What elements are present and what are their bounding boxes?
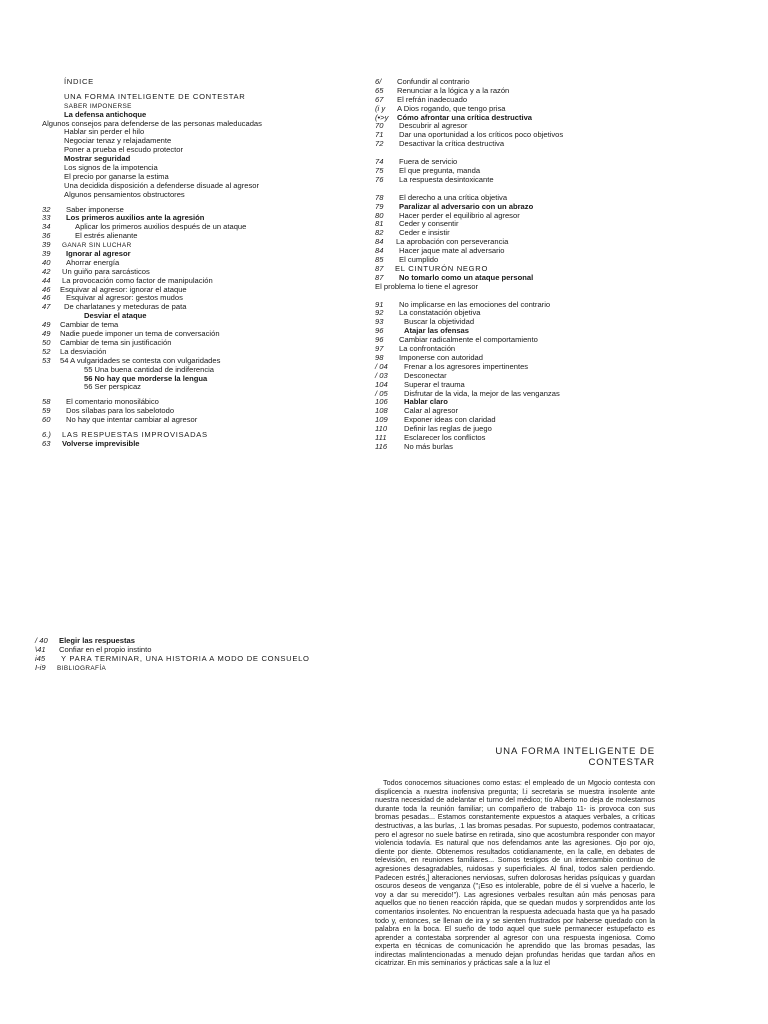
toc-entry-title: Y PARA TERMINAR, UNA HISTORIA A MODO DE CONSUELO	[61, 653, 310, 663]
toc-entry-title: Negociar tenaz y relajadamente	[64, 136, 172, 146]
toc-right-column	[375, 78, 755, 452]
toc-page-number: 98	[375, 352, 384, 362]
toc-page-number: 42	[42, 266, 51, 276]
toc-entry-title: Hablar claro	[404, 397, 448, 407]
toc-entry-title: Aplicar los primeros auxilios después de un ataque	[75, 222, 247, 232]
toc-page-number: I-i9	[35, 662, 46, 672]
toc-entry-title: Los primeros auxilios ante la agresión	[66, 213, 205, 223]
toc-entry-title: Ignorar al agresor	[66, 249, 131, 259]
toc-entry-title: El precio por ganarse la estima	[64, 171, 169, 181]
toc-page-number: 39	[42, 240, 51, 250]
toc-entry-title: El comentario monosilábico	[66, 397, 159, 407]
toc-entry-title: UNA FORMA INTELIGENTE DE CONTESTAR	[64, 91, 246, 101]
toc-page-number: 110	[375, 424, 388, 434]
toc-page-number: 84	[375, 246, 384, 256]
toc-entry-title: El que pregunta, manda	[399, 166, 481, 176]
chapter-title-line2: CONTESTAR	[588, 757, 655, 768]
toc-page-number: 104	[375, 379, 388, 389]
toc-page-number: 39	[42, 249, 51, 259]
toc-page-number: 96	[375, 335, 384, 345]
toc-entry-title: Hacer perder el equilibrio al agresor	[399, 210, 520, 220]
toc-page-number: 47	[42, 302, 51, 312]
toc-entry	[42, 232, 372, 241]
toc-entry-title: Buscar la objetividad	[404, 317, 475, 327]
toc-entry	[42, 191, 372, 200]
toc-entry	[35, 664, 365, 673]
toc-entry-title: Mostrar seguridad	[64, 154, 131, 164]
toc-entry-title: GANAR SIN LUCHAR	[62, 242, 132, 250]
toc-entry	[375, 443, 755, 452]
toc-entry-title: SABER IMPONERSE	[64, 102, 132, 110]
toc-page-number: 6/	[375, 77, 382, 86]
toc-entry	[42, 383, 372, 392]
toc-entry	[42, 78, 372, 87]
toc-entry-title: Confiar en el propio instinto	[59, 644, 152, 654]
toc-entry-title: De charlatanes y meteduras de pata	[64, 302, 187, 312]
toc-entry-title: Cambiar de tema	[60, 320, 119, 330]
toc-page-number: 49	[42, 329, 51, 339]
toc-entry-title: LAS RESPUESTAS IMPROVISADAS	[62, 429, 208, 439]
toc-entry	[42, 93, 372, 102]
toc-entry-title: El cumplido	[399, 255, 439, 265]
toc-page-number: 75	[375, 166, 384, 176]
toc-entry-title: 56 Ser perspicaz	[84, 382, 141, 392]
toc-entry-title: Saber imponerse	[66, 204, 124, 214]
toc-entry-title: A Dios rogando, que tengo prisa	[397, 103, 506, 113]
toc-page-number: 84	[375, 237, 384, 247]
toc-entry-title: Confundir al contrario	[397, 77, 470, 86]
toc-entry-title: Desconectar	[404, 370, 447, 380]
toc-entry-title: Elegir las respuestas	[59, 636, 135, 645]
toc-entry-title: Desactivar la crítica destructiva	[399, 139, 505, 149]
toc-page-number: 76	[375, 174, 384, 184]
toc-left-column	[42, 78, 372, 449]
toc-entry-title: Algunos pensamientos obstructores	[64, 189, 185, 199]
toc-page-number: 33	[42, 213, 51, 223]
toc-page-number: 85	[375, 255, 384, 265]
toc-entry	[35, 655, 365, 664]
toc-page-number: \41	[35, 644, 46, 654]
toc-page-number: 78	[375, 192, 384, 202]
toc-bottom-block	[35, 637, 365, 673]
toc-entry-title: La aprobación con perseverancia	[396, 237, 509, 247]
toc-entry-title: La respuesta desintoxicante	[399, 174, 494, 184]
toc-entry-title: ÍNDICE	[64, 77, 94, 86]
toc-page-number: 109	[375, 415, 388, 425]
toc-page-number: 50	[42, 337, 51, 347]
toc-entry-title: EL CINTURÓN NEGRO	[395, 263, 489, 273]
toc-entry-title: La desviación	[60, 346, 107, 356]
toc-page-number: 6.)	[42, 429, 51, 439]
toc-entry-title: Hacer jaque mate al adversario	[399, 246, 505, 256]
toc-page-number: 34	[42, 222, 51, 232]
toc-page-number: 87	[375, 272, 384, 282]
toc-page-number: 46	[42, 293, 51, 303]
toc-page-number: 81	[375, 219, 384, 229]
toc-page-number: / 03	[375, 370, 388, 380]
toc-entry-title: Renunciar a la lógica y a la razón	[397, 85, 510, 95]
toc-page-number: 49	[42, 320, 51, 330]
toc-entry-title: Definir las reglas de juego	[404, 424, 492, 434]
toc-entry-title: Calar al agresor	[404, 406, 459, 416]
toc-entry-title: Esquivar al agresor: ignorar el ataque	[60, 284, 187, 294]
toc-page-number: 46	[42, 284, 51, 294]
toc-entry-title: La confrontación	[399, 344, 456, 354]
toc-page-number: 70	[375, 121, 384, 131]
toc-page-number: 40	[42, 257, 51, 267]
toc-entry-title: No implicarse en las emociones del contrario	[399, 299, 551, 309]
toc-entry-title: Exponer ideas con claridad	[404, 415, 496, 425]
toc-entry-title: Esquivar al agresor: gestos mudos	[66, 293, 183, 303]
toc-page-number: 108	[375, 406, 388, 416]
toc-page-number: 82	[375, 228, 384, 238]
toc-page-number: 58	[42, 397, 51, 407]
toc-entry	[42, 440, 372, 449]
toc-page-number: 96	[375, 326, 384, 336]
toc-page-number: 60	[42, 415, 51, 425]
toc-entry-title: Poner a prueba el escudo protector	[64, 145, 184, 155]
toc-entry	[375, 283, 755, 292]
toc-page-number: 44	[42, 275, 51, 285]
toc-page-number: 116	[375, 441, 388, 451]
toc-page-number: 59	[42, 406, 51, 416]
toc-page-number: 32	[42, 204, 51, 214]
toc-entry-title: Volverse imprevisible	[62, 438, 140, 448]
toc-entry-title: Desviar el ataque	[84, 311, 147, 321]
toc-page-number: / 04	[375, 361, 388, 371]
toc-page-number: (•>y	[375, 112, 389, 122]
toc-entry-title: 55 Una buena cantidad de indiferencia	[84, 364, 215, 374]
toc-entry-title: El refrán inadecuado	[397, 94, 468, 104]
toc-page-number: 53	[42, 355, 51, 365]
toc-entry-title: 56 No hay que morderse la lengua	[84, 373, 208, 383]
toc-page-number: 97	[375, 344, 384, 354]
toc-entry	[375, 176, 755, 185]
toc-entry-title: La defensa antichoque	[64, 109, 147, 119]
toc-page-number: 67	[375, 94, 384, 104]
toc-page-number: 72	[375, 139, 384, 149]
toc-entry-title: El estrés alienante	[75, 231, 138, 241]
toc-entry-title: 54 A vulgaridades se contesta con vulgaridades	[60, 355, 221, 365]
toc-page-number: 52	[42, 346, 51, 356]
toc-entry-title: No tomarlo como un ataque personal	[399, 272, 534, 282]
toc-entry-title: Nadie puede imponer un tema de conversación	[60, 329, 220, 339]
toc-entry-title: Imponerse con autoridad	[399, 352, 484, 362]
toc-page-number: 111	[375, 432, 387, 442]
toc-page-number: 91	[375, 299, 384, 309]
toc-entry-title: Ceder y consentir	[399, 219, 459, 229]
chapter-title	[470, 746, 655, 768]
toc-entry-title: No más burlas	[404, 441, 453, 451]
toc-entry-title: Dos sílabas para los sabelotodo	[66, 406, 175, 416]
toc-entry-title: Frenar a los agresores impertinentes	[404, 361, 529, 371]
toc-entry-title: Superar el trauma	[404, 379, 465, 389]
toc-entry-title: Dar una oportunidad a los críticos poco objetivos	[399, 130, 564, 140]
toc-entry-title: La constatación objetiva	[399, 308, 481, 318]
toc-entry-title: Un guiño para sarcásticos	[62, 266, 150, 276]
toc-page-number: / 40	[35, 636, 48, 645]
toc-page-number: 36	[42, 231, 51, 241]
toc-page-number: i45	[35, 653, 46, 663]
chapter-body-paragraph: Todos conocemos situaciones como estas: el empleado de un Mgocio contesta con displicencia a nuestra inofensiva pregunta; l.i secretaria se muestra insolente ante nuestra necesidad de adelantar el turno del médico; tío Alberto no deja de molestarnos durante toda la reunión familiar; un compañero de trabajo 11- is provoca con sus bromas pesadas... Estamos constantemente expuestos a ataques verbales, a críticas destructivas, a las burlas, .1 las bromas pesadas. Por supuesto, podemos contraatacar, pero el agresor no suele batirse en retirada, sino que acostumbra responder con mayor violencia todavía. Es natural que nos defendamos ante las agresiones. Ojo por ojo, diente por diente. Obtenemos resultados cotidianamente, en la calle, en debates de televisión, en reuniones familiares... Somos testigos de un intercambio continuo de agresiones desagradables, ruidosas y superficiales. Al final, todos salen perdiendo. Padecen estrés,] alteraciones nerviosas, sufren dolorosas heridas psíquicas y guardan oscuros deseos de venganza ("¡Eso es intolerable, pobre de él si vuelve a hacerlo, le voy a dar su merecido!"). Las agresiones verbales resultan aún más penosas para aquellos que no tienen reacción rápida, que se quedan mudos y sorprendidos ante los comentarios insolentes. No encuentran la respuesta adecuada hasta que ya ha pasado todo y, entonces, se llenan de ira y se sienten frustrados por haberse quedado con la palabra en la boca. El sueño de todo aquel que suele permanecer estupefacto es aprender a contestaba sorprender al agresor con una respuesta ingeniosa. Como experta en técnicas de comunicación he aprendido que las bromas pesadas, las indirectas malintencionadas a menudo dejan profundas heridas que tardan años en cicatrizar. En mis seminarios y prácticas sale a la luz el	[375, 778, 655, 968]
toc-page-number: 106	[375, 397, 388, 407]
toc-page-number: / 05	[375, 388, 388, 398]
toc-entry-title: El problema lo tiene el agresor	[375, 281, 478, 291]
toc-entry-title: Ahorrar energía	[66, 257, 120, 267]
toc-page-number: 92	[375, 308, 384, 318]
toc-entry-title: Atajar las ofensas	[404, 326, 469, 336]
toc-entry-title: Descubrir al agresor	[399, 121, 468, 131]
toc-entry-title: Cómo afrontar una crítica destructiva	[397, 112, 533, 122]
toc-entry-title: No hay que intentar cambiar al agresor	[66, 415, 198, 425]
toc-entry-title: Cambiar de tema sin justificación	[60, 337, 172, 347]
toc-entry-title: El derecho a una crítica objetiva	[399, 192, 508, 202]
toc-entry-title: Cambiar radicalmente el comportamiento	[399, 335, 538, 345]
toc-entry-title: Los signos de la impotencia	[64, 163, 158, 173]
toc-entry-title: Disfrutar de la vida, la mejor de las venganzas	[404, 388, 560, 398]
toc-entry-title: Paralizar al adversario con un abrazo	[399, 201, 534, 211]
toc-page-number: 74	[375, 157, 384, 167]
toc-entry-title: BIBLIOGRAFÍA	[57, 664, 107, 672]
toc-page-number: 80	[375, 210, 384, 220]
toc-page-number: 63	[42, 438, 51, 448]
toc-page-number: (i y	[375, 103, 386, 113]
toc-page-number: 65	[375, 85, 384, 95]
toc-entry	[42, 416, 372, 425]
toc-page-number: 93	[375, 317, 384, 327]
toc-entry-title: Fuera de servicio	[399, 157, 458, 167]
toc-entry-title: Ceder e insistir	[399, 228, 450, 238]
toc-entry-title: Algunos consejos para defenderse de las personas maleducadas	[42, 118, 262, 128]
toc-entry-title: Hablar sin perder el hilo	[64, 127, 145, 137]
toc-entry	[375, 140, 755, 149]
toc-page-number: 71	[375, 130, 384, 140]
toc-entry-title: Esclarecer los conflictos	[404, 432, 486, 442]
toc-entry-title: Una decidida disposición a defenderse disuade al agresor	[64, 180, 260, 190]
toc-entry-title: La provocación como factor de manipulación	[62, 275, 213, 285]
toc-page-number: 79	[375, 201, 384, 211]
chapter-title-line1: UNA FORMA INTELIGENTE DE	[495, 746, 655, 757]
toc-page-number: 87	[375, 263, 384, 273]
